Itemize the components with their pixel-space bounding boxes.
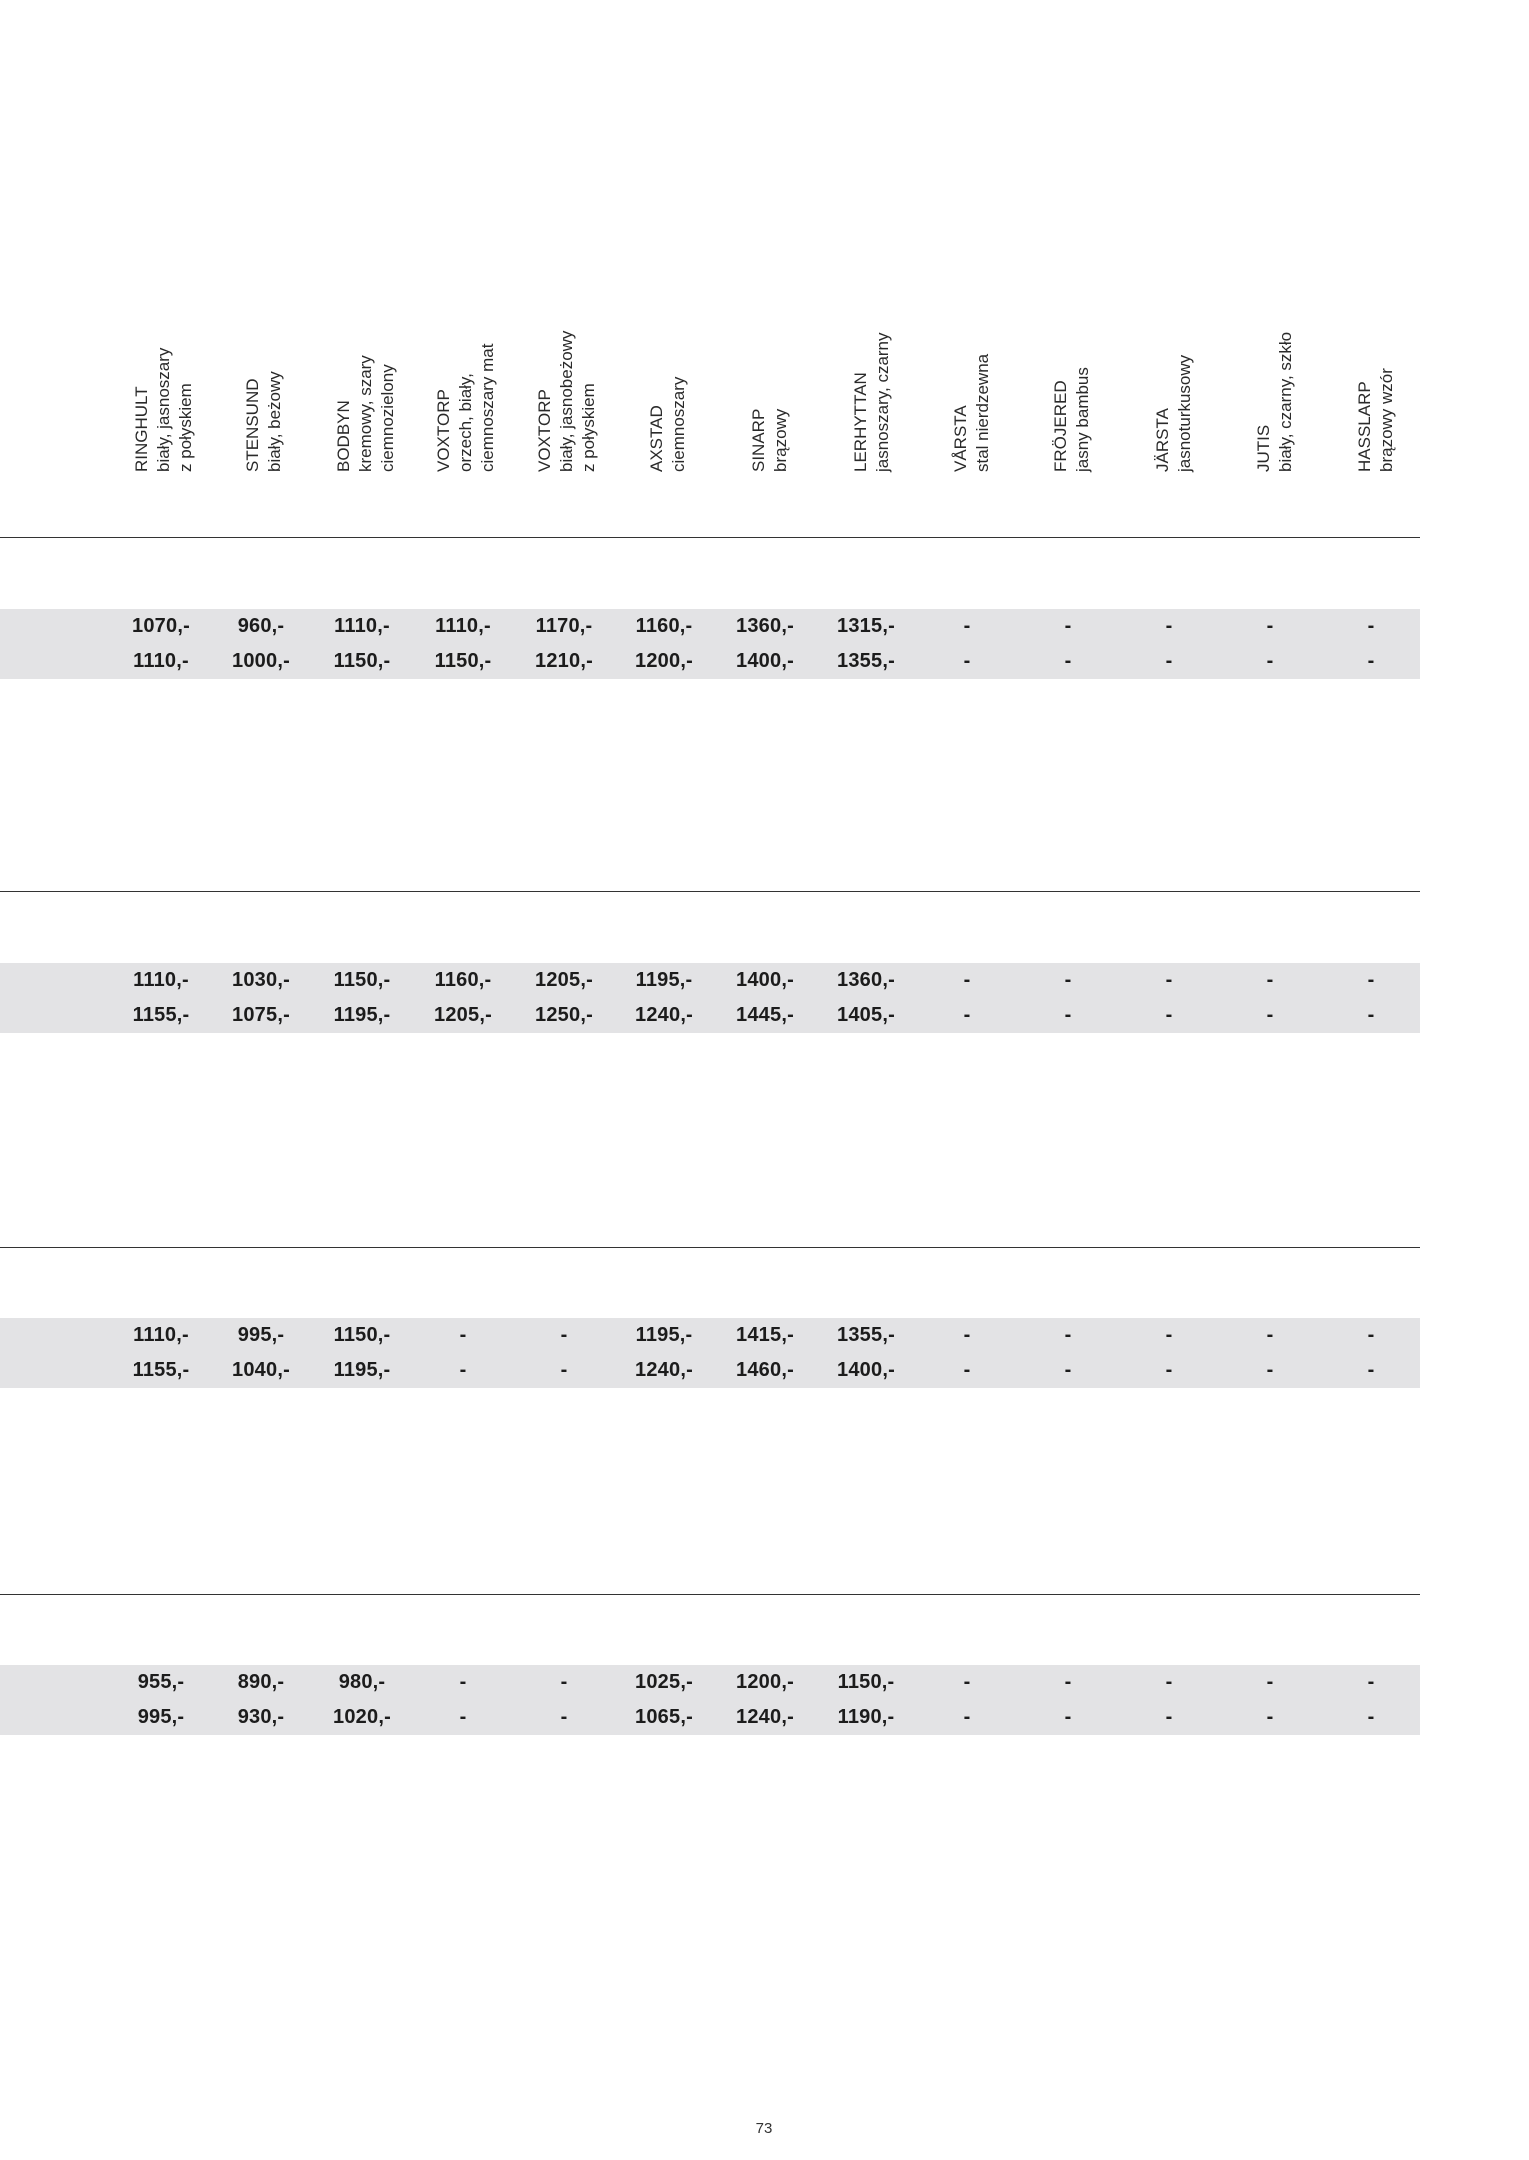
price-cell: - [1367,1706,1375,1728]
price-cell: 1400,- [736,650,794,672]
column-header-finish: kremowy, szary [356,355,375,472]
price-cell: - [963,1324,971,1346]
column-header-name: JÄRSTA [1153,408,1172,472]
price-cell: - [1165,1359,1173,1381]
price-cell: - [1165,1324,1173,1346]
price-cell: 1355,- [837,650,895,672]
price-cell: - [1064,969,1072,991]
column-header-finish: biały, czarny, szkło [1276,331,1295,472]
price-cell: 1415,- [736,1324,794,1346]
price-cell: 1110,- [133,650,189,672]
price-cell: 1360,- [736,615,794,637]
column-header-finish: ciemnoszary [669,376,688,472]
price-cell: 955,- [137,1671,185,1693]
price-cell: - [560,1706,568,1728]
price-cell: 1030,- [232,969,290,991]
section-divider [0,1594,1420,1595]
price-cell: 1355,- [837,1324,895,1346]
column-header-name: JUTIS [1254,424,1273,472]
price-cell: - [1367,1004,1375,1026]
price-cell: 1110,- [133,1324,189,1346]
price-cell: - [963,650,971,672]
price-cell: 1025,- [635,1671,693,1693]
price-cell: 1150,- [837,1671,895,1693]
price-cell: - [560,1671,568,1693]
column-header-finish: z połyskiem [176,383,195,472]
price-cell: - [1367,650,1375,672]
section-divider [0,1247,1420,1248]
price-cell: - [1266,1324,1274,1346]
price-cell: 1400,- [837,1359,895,1381]
price-cell: 1195,- [635,1324,693,1346]
column-header-name: LERHYTTAN [851,372,870,472]
price-cell: - [963,1671,971,1693]
price-cell: 1400,- [736,969,794,991]
price-cell: - [1266,1004,1274,1026]
price-cell: 1205,- [535,969,593,991]
price-cell: - [1064,1359,1072,1381]
price-row [0,998,1420,1033]
price-cell: 1195,- [635,969,693,991]
price-cell: 1160,- [635,615,693,637]
price-row [0,1353,1420,1388]
price-cell: - [1165,1706,1173,1728]
price-cell: 1150,- [333,1324,391,1346]
price-cell: 1240,- [635,1004,693,1026]
section-divider [0,537,1420,538]
column-header-name: SINARP [749,408,768,472]
price-cell: - [1064,1324,1072,1346]
price-cell: 1040,- [232,1359,290,1381]
price-cell: - [1367,615,1375,637]
price-cell: - [1367,1324,1375,1346]
column-header-name: STENSUND [243,378,262,472]
column-header-finish: brązowy [771,408,790,472]
column-header-name: HASSLARP [1355,381,1374,472]
price-cell: - [560,1359,568,1381]
price-cell: - [963,615,971,637]
price-row [0,1318,1420,1353]
price-cell: 1155,- [132,1359,190,1381]
price-row [0,1665,1420,1700]
price-cell: 1240,- [736,1706,794,1728]
price-cell: 1195,- [333,1004,391,1026]
column-header-finish: biały, jasnobeżowy [557,330,576,472]
price-cell: - [459,1706,467,1728]
price-cell: - [1266,1671,1274,1693]
price-cell: 1360,- [837,969,895,991]
price-cell: 1150,- [333,969,391,991]
price-cell: - [1266,1359,1274,1381]
column-header-name: VOXTORP [535,389,554,472]
price-cell: 995,- [137,1706,185,1728]
price-cell: - [1064,1706,1072,1728]
column-header-finish: stal nierdzewna [973,353,992,472]
price-cell: - [1367,1359,1375,1381]
column-header-finish: biały, jasnoszary [154,347,173,472]
price-cell: 1460,- [736,1359,794,1381]
column-header-finish: orzech, biały, [456,373,475,472]
price-cell: 1170,- [535,615,593,637]
price-cell: - [1266,650,1274,672]
column-header-finish: brązowy wzór [1377,368,1396,472]
price-cell: - [459,1671,467,1693]
price-cell: 1075,- [232,1004,290,1026]
column-header-name: RINGHULT [132,386,151,472]
price-cell: 890,- [237,1671,285,1693]
price-cell: - [963,1706,971,1728]
price-cell: 1200,- [635,650,693,672]
price-cell: 1250,- [535,1004,593,1026]
price-row [0,644,1420,679]
price-cell: - [1266,1706,1274,1728]
price-cell: 1200,- [736,1671,794,1693]
column-header-finish: jasnoturkusowy [1175,354,1194,472]
column-header-name: VOXTORP [434,389,453,472]
price-cell: - [963,1004,971,1026]
price-cell: 1155,- [132,1004,190,1026]
price-cell: - [1165,1004,1173,1026]
price-cell: - [1165,969,1173,991]
price-row [0,963,1420,998]
price-cell: 1405,- [837,1004,895,1026]
price-cell: 1020,- [333,1706,391,1728]
price-cell: 1000,- [232,650,290,672]
page-number: 73 [755,2120,773,2137]
price-cell: 1150,- [333,650,391,672]
price-cell: 1210,- [535,650,593,672]
price-cell: - [1266,615,1274,637]
price-cell: 960,- [237,615,285,637]
column-header-finish: ciemnoszary mat [478,343,497,472]
price-cell: - [459,1324,467,1346]
price-cell: 1070,- [132,615,190,637]
column-header-name: FRÖJERED [1051,380,1070,472]
column-header-finish: jasny bambus [1073,367,1092,472]
price-cell: - [1064,615,1072,637]
price-cell: 1445,- [736,1004,794,1026]
price-cell: 1315,- [837,615,895,637]
price-cell: - [963,969,971,991]
price-cell: 1190,- [837,1706,895,1728]
column-header-finish: jasnoszary, czarny [873,332,892,472]
column-header-name: AXSTAD [647,405,666,472]
price-cell: - [1064,650,1072,672]
price-cell: 1110,- [334,615,390,637]
price-cell: 1195,- [333,1359,391,1381]
column-header-finish: ciemnozielony [378,364,397,472]
price-cell: - [1064,1671,1072,1693]
price-cell: - [963,1359,971,1381]
column-header-name: BODBYN [334,400,353,472]
column-header-name: VÅRSTA [951,405,970,472]
price-cell: 1150,- [434,650,492,672]
price-cell: 930,- [237,1706,285,1728]
price-cell: 1065,- [635,1706,693,1728]
price-cell: - [1367,1671,1375,1693]
price-cell: - [1165,615,1173,637]
price-cell: 1110,- [133,969,189,991]
price-cell: 1110,- [435,615,491,637]
price-cell: 980,- [338,1671,386,1693]
price-cell: 1240,- [635,1359,693,1381]
price-cell: 1205,- [434,1004,492,1026]
price-cell: - [1165,650,1173,672]
price-cell: - [1064,1004,1072,1026]
price-cell: - [1266,969,1274,991]
price-cell: - [1165,1671,1173,1693]
price-cell: 995,- [237,1324,285,1346]
price-row [0,1700,1420,1735]
price-row [0,609,1420,644]
column-header-finish: z połyskiem [579,383,598,472]
price-cell: - [459,1359,467,1381]
price-cell: 1160,- [434,969,492,991]
price-cell: - [560,1324,568,1346]
column-header-finish: biały, beżowy [265,371,284,472]
price-cell: - [1367,969,1375,991]
section-divider [0,891,1420,892]
